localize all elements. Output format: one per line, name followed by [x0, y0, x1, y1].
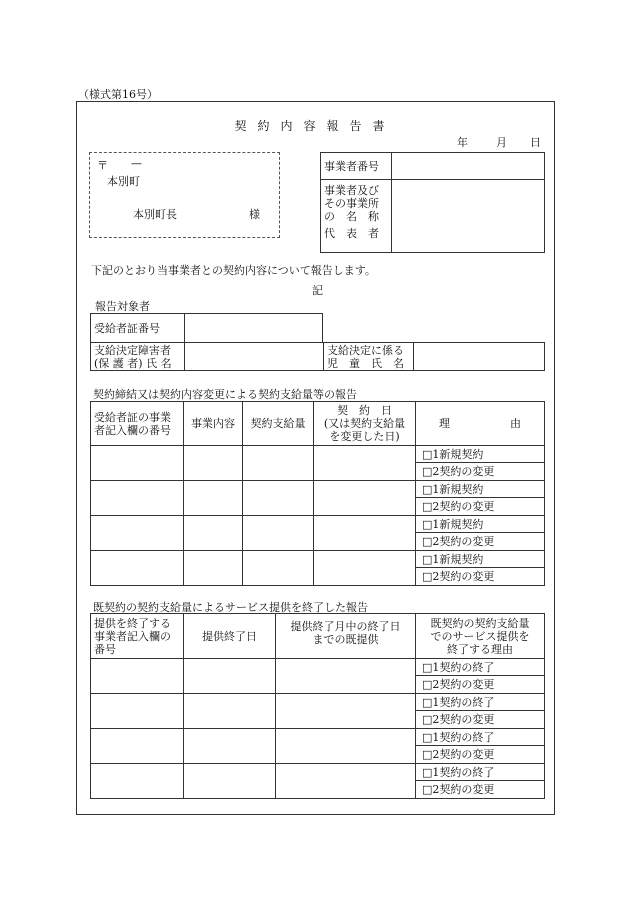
contract-cell[interactable]	[243, 551, 314, 586]
contract-end-checkbox[interactable]: □1契約の終了	[416, 694, 545, 711]
table-row	[91, 659, 545, 676]
termination-cell[interactable]	[91, 694, 184, 729]
termination-cell[interactable]	[91, 659, 184, 694]
contract-cell[interactable]	[91, 446, 184, 481]
provider-name-field[interactable]	[392, 180, 545, 253]
new-contract-checkbox[interactable]: □1新規契約	[416, 481, 545, 498]
contract-cell[interactable]	[184, 551, 243, 586]
date-day-label: 日	[530, 136, 541, 149]
termination-cell[interactable]	[276, 729, 416, 764]
date-year-label: 年	[457, 136, 468, 149]
termination-col-date: 提供終了日	[184, 614, 276, 659]
termination-cell[interactable]	[184, 729, 276, 764]
target-name-table	[90, 342, 545, 371]
contract-cell[interactable]	[243, 446, 314, 481]
new-contract-checkbox[interactable]: □1新規契約	[416, 551, 545, 568]
guardian-name-label: 支給決定障害者 (保 護 者) 氏 名	[91, 343, 185, 371]
provider-number-field[interactable]	[392, 153, 545, 180]
section2-heading: 既契約の契約支給量によるサービス提供を終了した報告	[93, 601, 368, 614]
address-box	[89, 152, 280, 238]
termination-cell[interactable]	[91, 729, 184, 764]
contract-cell[interactable]	[91, 481, 184, 516]
contract-cell[interactable]	[314, 481, 416, 516]
termination-cell[interactable]	[276, 764, 416, 799]
contract-end-checkbox[interactable]: □1契約の終了	[416, 659, 545, 676]
table-row	[91, 729, 545, 746]
table-row	[91, 764, 545, 781]
contract-cell[interactable]	[314, 446, 416, 481]
contract-cell[interactable]	[91, 551, 184, 586]
contract-cell[interactable]	[243, 481, 314, 516]
contract-col-number: 受給者証の事業 者記入欄の番号	[91, 402, 184, 446]
provider-name-label: 事業者及び その事業所 の 名 称 代 表 者	[321, 180, 392, 253]
guardian-name-field[interactable]	[185, 343, 324, 371]
contract-change-checkbox[interactable]: □2契約の変更	[416, 711, 545, 729]
contract-change-checkbox[interactable]: □2契約の変更	[416, 746, 545, 764]
document-title: 契約内容報告書	[234, 119, 396, 133]
new-contract-checkbox[interactable]: □1新規契約	[416, 516, 545, 533]
termination-col-provided: 提供終了月中の終了日 までの既提供	[276, 614, 416, 659]
table-row	[91, 481, 545, 498]
termination-cell[interactable]	[184, 694, 276, 729]
contract-cell[interactable]	[314, 551, 416, 586]
postal-mark: 〒	[97, 159, 108, 172]
contract-table	[90, 401, 545, 586]
target-heading: 報告対象者	[95, 300, 150, 313]
termination-cell[interactable]	[91, 764, 184, 799]
child-name-label: 支給決定に係る 児 童 氏 名	[324, 343, 414, 371]
cert-number-label: 受給者証番号	[91, 314, 185, 343]
change-contract-checkbox[interactable]: □2契約の変更	[416, 463, 545, 481]
contract-end-checkbox[interactable]: □1契約の終了	[416, 764, 545, 781]
table-row	[91, 551, 545, 568]
termination-col-number: 提供を終了する 事業者記入欄の 番号	[91, 614, 184, 659]
termination-cell[interactable]	[184, 659, 276, 694]
contract-cell[interactable]	[184, 516, 243, 551]
change-contract-checkbox[interactable]: □2契約の変更	[416, 533, 545, 551]
honorific: 様	[249, 208, 260, 221]
termination-col-reason: 既契約の契約支給量 でのサービス提供を 終了する理由	[416, 614, 545, 659]
provider-number-label: 事業者番号	[321, 153, 392, 180]
contract-cell[interactable]	[314, 516, 416, 551]
intro-text: 下記のとおり当事業者との契約内容について報告します。	[91, 264, 376, 277]
contract-col-content: 事業内容	[184, 402, 243, 446]
contract-cell[interactable]	[91, 516, 184, 551]
contract-change-checkbox[interactable]: □2契約の変更	[416, 676, 545, 694]
change-contract-checkbox[interactable]: □2契約の変更	[416, 498, 545, 516]
child-name-field[interactable]	[414, 343, 545, 371]
termination-cell[interactable]	[276, 659, 416, 694]
ki-heading: 記	[312, 284, 323, 297]
contract-col-reason: 理 由	[416, 402, 545, 446]
table-row	[91, 446, 545, 463]
target-cert-table	[90, 313, 323, 343]
contract-cell[interactable]	[184, 446, 243, 481]
section1-heading: 契約締結又は契約内容変更による契約支給量等の報告	[93, 388, 357, 401]
contract-change-checkbox[interactable]: □2契約の変更	[416, 781, 545, 799]
termination-table	[90, 613, 545, 799]
contract-end-checkbox[interactable]: □1契約の終了	[416, 729, 545, 746]
date-month-label: 月	[496, 136, 507, 149]
contract-cell[interactable]	[243, 516, 314, 551]
mayor-name: 本別町長	[133, 208, 177, 221]
table-row	[91, 516, 545, 533]
town-name: 本別町	[107, 175, 140, 188]
contract-cell[interactable]	[184, 481, 243, 516]
table-row	[91, 694, 545, 711]
provider-table	[320, 152, 545, 253]
postal-dash: —	[131, 157, 142, 170]
contract-col-date: 契 約 日 (又は契約支給量 を変更した日)	[314, 402, 416, 446]
termination-cell[interactable]	[184, 764, 276, 799]
cert-number-field[interactable]	[185, 314, 323, 343]
termination-cell[interactable]	[276, 694, 416, 729]
contract-col-amount: 契約支給量	[243, 402, 314, 446]
change-contract-checkbox[interactable]: □2契約の変更	[416, 568, 545, 586]
form-number-label: （様式第16号）	[78, 88, 158, 101]
new-contract-checkbox[interactable]: □1新規契約	[416, 446, 545, 463]
